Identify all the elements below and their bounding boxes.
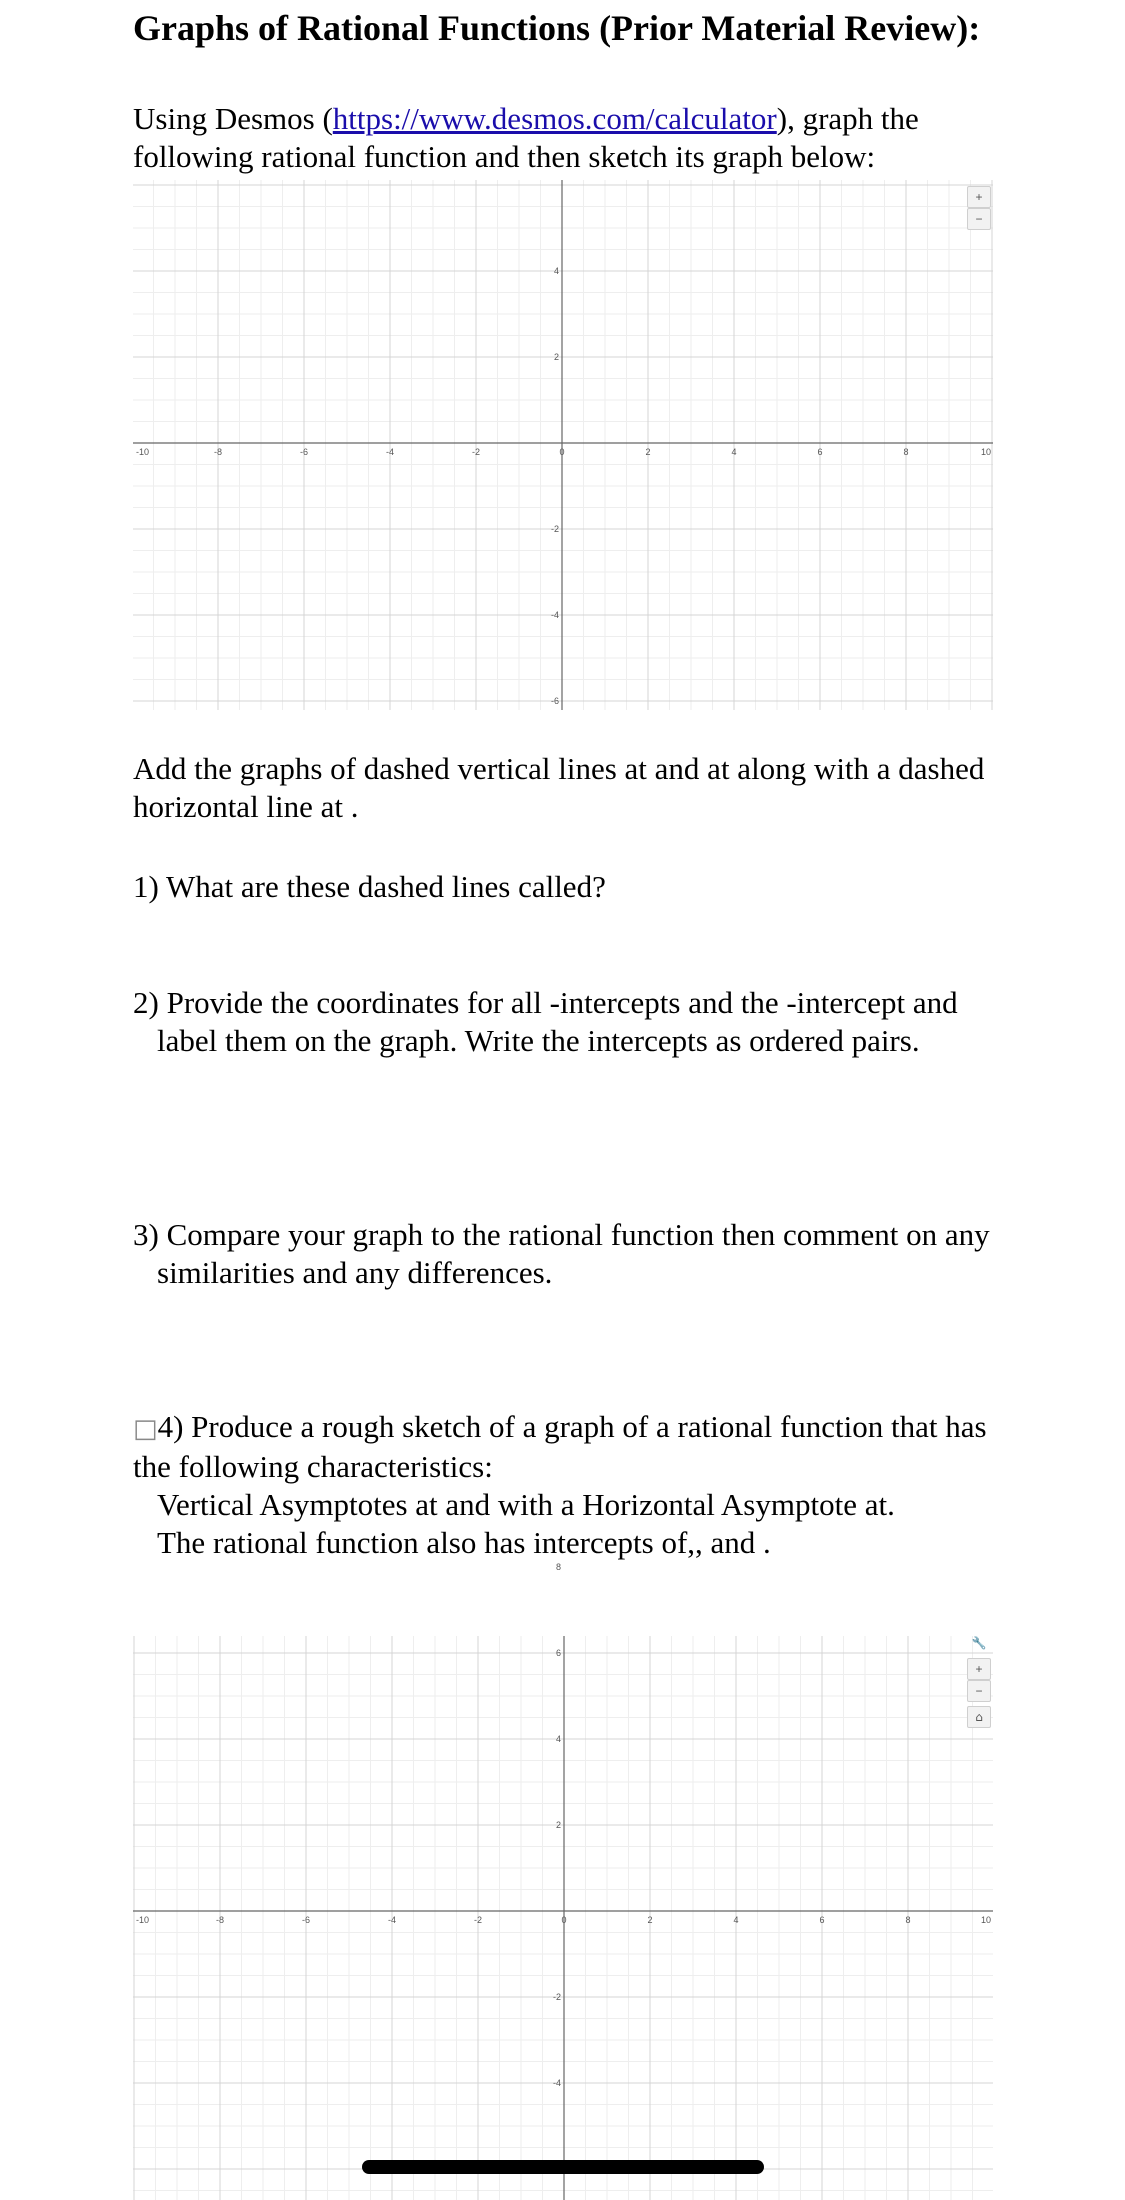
graph-1-x-tick-label: 2 [645,447,651,457]
graph-2-controls [967,1636,991,1728]
checkbox-icon: □ [133,1414,158,1444]
intro-paragraph [133,100,1013,176]
graph-1-grid [133,180,993,710]
graph-2-y-tick-label: 6 [555,1648,561,1658]
graph-1-y-tick-label: -2 [550,524,559,534]
graph-1-x-tick-label: 4 [731,447,737,457]
add-lines-instruction: Add the graphs of dashed vertical lines at and at along with a dashed horizontal line at . [133,751,985,824]
graph-1-y-tick-label: -6 [550,696,559,706]
graph-2-y-tick-label: -2 [552,1992,561,2002]
question-4-heading [133,1408,1013,1486]
zoom-out-button[interactable]: − [967,208,991,230]
graph-1-x-tick-label: 8 [903,447,909,457]
zoom-in-button[interactable]: + [967,186,991,208]
graph-2-x-tick-label: 0 [561,1915,567,1925]
graph-2-x-tick-label: -6 [301,1915,311,1925]
graph-2-x-tick-label: 8 [905,1915,911,1925]
graph-1-x-tick-label: -2 [471,447,481,457]
wrench-icon[interactable]: 🔧 [971,1636,987,1650]
graph-2-grid [133,1562,993,2200]
question-4-line-1: Vertical Asymptotes at and with a Horizontal Asymptote at. [157,1487,895,1522]
question-2 [133,984,1013,1060]
intro-text-before: Using Desmos ( [133,101,333,136]
graph-2-x-tick-label: -8 [215,1915,225,1925]
graph-2-x-tick-label: 4 [733,1915,739,1925]
graph-1-zoom-controls [967,186,991,230]
desmos-link[interactable]: https://www.desmos.com/calculator [332,101,777,136]
graph-2-x-tick-label: 6 [819,1915,825,1925]
graph-1-x-tick-label: -6 [299,447,309,457]
zoom-out-button[interactable]: − [967,1680,991,1702]
graph-2-x-tick-label: -2 [473,1915,483,1925]
graph-2-y-tick-label: -4 [552,2078,561,2088]
graph-1-x-tick-label: -8 [213,447,223,457]
graph-2[interactable] [133,1562,993,2200]
graph-1-x-tick-label: -10 [136,447,150,457]
question-2-text: 2) Provide the coordinates for all -intercepts and the -intercept and label them on the graph. Write the intercepts as ordered pairs. [133,985,958,1058]
graph-1-y-tick-label: 2 [553,352,559,362]
graph-1-x-tick-label: 0 [559,447,565,457]
home-indicator-bar [362,2160,764,2174]
graph-2-y-tick-label: 4 [555,1734,561,1744]
intro-text-after: ), graph the following rational function and then sketch its graph below: [133,101,919,174]
graph-2-x-tick-label: -10 [136,1915,150,1925]
graph-1-x-tick-label: 10 [980,447,991,457]
graph-2-x-tick-label: 2 [647,1915,653,1925]
graph-1-x-tick-label: -4 [385,447,395,457]
graph-1-y-tick-label: 4 [553,266,559,276]
question-1: 1) What are these dashed lines called? [133,869,606,904]
graph-1-x-tick-label: 6 [817,447,823,457]
question-4-line-2: The rational function also has intercepts of,, and . [157,1525,771,1560]
question-4-text: 4) Produce a rough sketch of a graph of a rational function that has the following characteristics: [133,1409,987,1484]
graph-2-x-tick-label: -4 [387,1915,397,1925]
graph-2-y-tick-label: 8 [555,1562,561,1572]
question-3-text: 3) Compare your graph to the rational function then comment on any similarities and any differences. [133,1217,990,1290]
question-3 [133,1216,1013,1292]
page-title: Graphs of Rational Functions (Prior Material Review): [133,8,981,48]
graph-2-x-tick-label: 10 [980,1915,991,1925]
graph-1[interactable] [133,180,993,710]
zoom-in-button[interactable]: + [967,1658,991,1680]
home-icon[interactable]: ⌂ [967,1706,991,1728]
question-4 [133,1408,1013,1562]
graph-2-y-tick-label: 2 [555,1820,561,1830]
graph-1-y-tick-label: -4 [550,610,559,620]
